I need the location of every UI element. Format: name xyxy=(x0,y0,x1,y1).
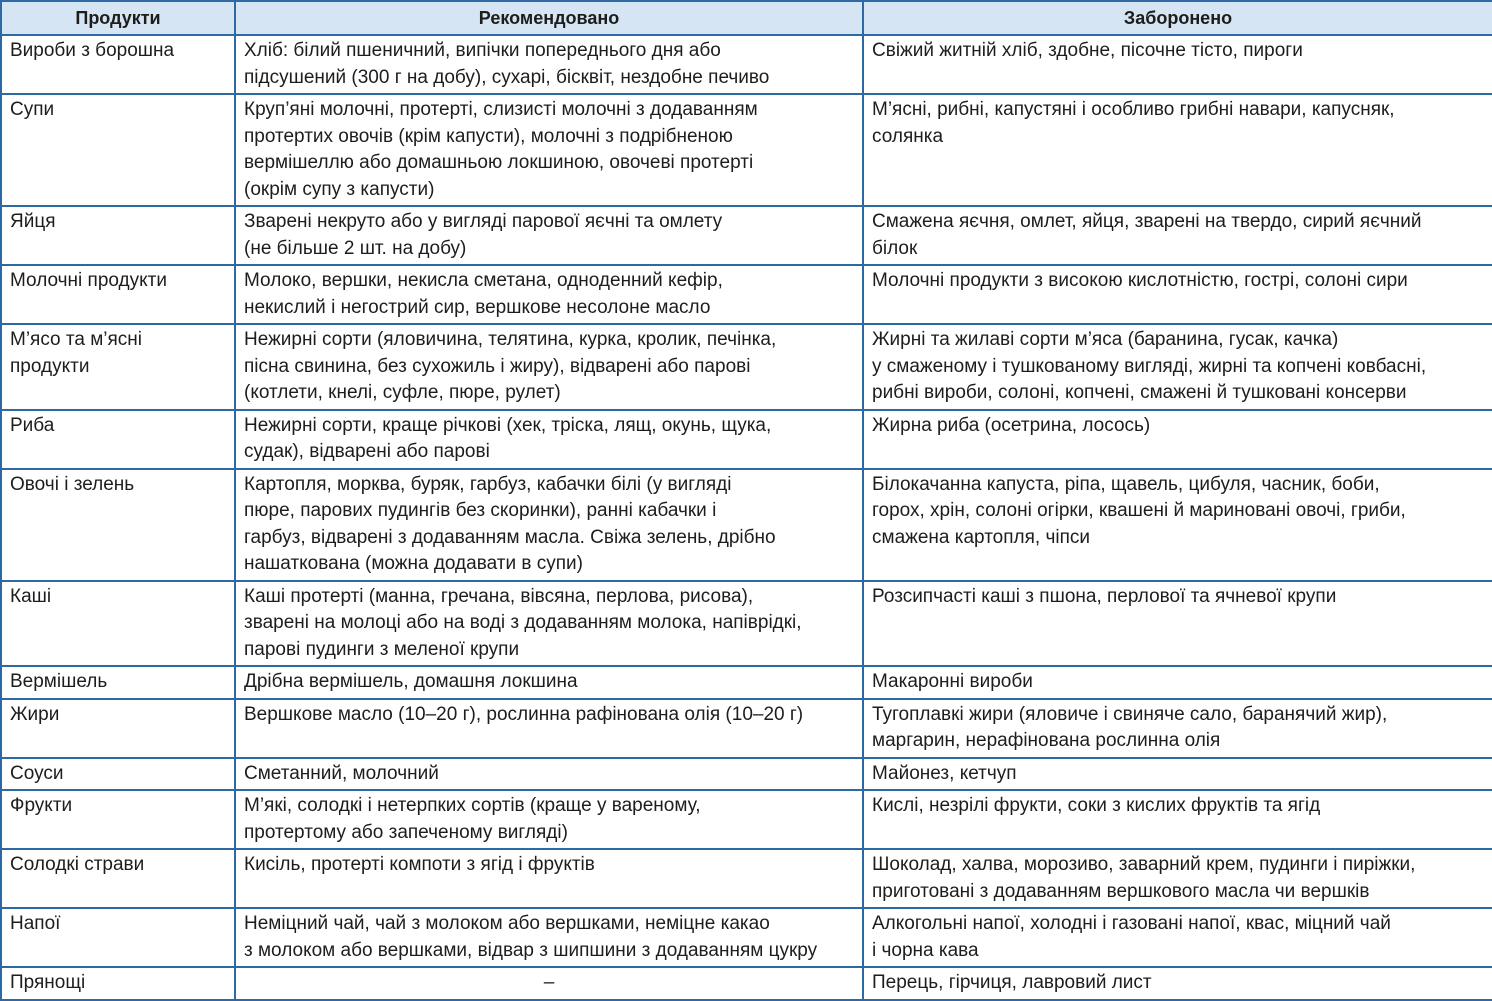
recommended-cell: Сметанний, молочний xyxy=(235,758,863,791)
forbidden-cell: Жирні та жилаві сорти м’яса (баранина, гусак, качка) у смаженому і тушкованому вигляді, жирні та копчені ковбасні, рибні вироби, солоні, копчені, смажені й тушковані консерви xyxy=(863,324,1492,410)
table-row xyxy=(1,206,1492,265)
header-recommended: Рекомендовано xyxy=(235,1,863,35)
recommended-cell: Неміцний чай, чай з молоком або вершками, неміцне какао з молоком або вершками, відвар з шипшини з додаванням цукру xyxy=(235,908,863,967)
forbidden-cell: Смажена яєчня, омлет, яйця, зварені на твердо, сирий яєчний білок xyxy=(863,206,1492,265)
recommended-cell: Каші протерті (манна, гречана, вівсяна, перлова, рисова), зварені на молоці або на воді з додаванням молока, напіврідкі, парові пудинги з меленої крупи xyxy=(235,581,863,667)
recommended-cell: М’які, солодкі і нетерпких сортів (краще у вареному, протертому або запеченому вигляді) xyxy=(235,790,863,849)
recommended-cell: Молоко, вершки, некисла сметана, одноденний кефір, некислий і негострий сир, вершкове несолоне масло xyxy=(235,265,863,324)
product-cell: Фрукти xyxy=(1,790,235,849)
recommended-cell: Нежирні сорти, краще річкові (хек, тріска, лящ, окунь, щука, судак), відварені або парові xyxy=(235,410,863,469)
recommended-cell: Круп’яні молочні, протерті, слизисті молочні з додаванням протертих овочів (крім капусти), молочні з подрібненою вермішеллю або домашньою локшиною, овочеві протерті (окрім супу з капусти) xyxy=(235,94,863,206)
table-row xyxy=(1,581,1492,667)
product-cell: Молочні продукти xyxy=(1,265,235,324)
product-cell: Соуси xyxy=(1,758,235,791)
table-row xyxy=(1,849,1492,908)
forbidden-cell: Алкогольні напої, холодні і газовані напої, квас, міцний чай і чорна кава xyxy=(863,908,1492,967)
recommended-cell: – xyxy=(235,967,863,1000)
table-row xyxy=(1,35,1492,94)
recommended-cell: Нежирні сорти (яловичина, телятина, курка, кролик, печінка, пісна свинина, без сухожиль і жиру), відварені або парові (котлети, кнелі, суфле, пюре, рулет) xyxy=(235,324,863,410)
recommended-cell: Картопля, морква, буряк, гарбуз, кабачки білі (у вигляді пюре, парових пудингів без скоринки), ранні кабачки і гарбуз, відварені з додаванням масла. Свіжа зелень, дрібно нашаткована (можна додавати в супи) xyxy=(235,469,863,581)
product-cell: Вермішель xyxy=(1,666,235,699)
forbidden-cell: Шоколад, халва, морозиво, заварний крем, пудинги і пиріжки, приготовані з додаванням вершкового масла чи вершків xyxy=(863,849,1492,908)
product-cell: Каші xyxy=(1,581,235,667)
table-row xyxy=(1,699,1492,758)
table-row xyxy=(1,908,1492,967)
recommended-cell: Хліб: білий пшеничний, випічки попереднього дня або підсушений (300 г на добу), сухарі, бісквіт, нездобне печиво xyxy=(235,35,863,94)
product-cell: Супи xyxy=(1,94,235,206)
table-row xyxy=(1,758,1492,791)
table-row xyxy=(1,410,1492,469)
forbidden-cell: М’ясні, рибні, капустяні і особливо грибні навари, капусняк, солянка xyxy=(863,94,1492,206)
forbidden-cell: Розсипчасті каші з пшона, перлової та ячневої крупи xyxy=(863,581,1492,667)
recommended-cell: Дрібна вермішель, домашня локшина xyxy=(235,666,863,699)
recommended-cell: Кисіль, протерті компоти з ягід і фруктів xyxy=(235,849,863,908)
table-row xyxy=(1,265,1492,324)
product-cell: Жири xyxy=(1,699,235,758)
product-cell: Риба xyxy=(1,410,235,469)
forbidden-cell: Білокачанна капуста, ріпа, щавель, цибуля, часник, боби, горох, хрін, солоні огірки, квашені й мариновані овочі, гриби, смажена картопля, чіпси xyxy=(863,469,1492,581)
product-cell: М’ясо та м’ясні продукти xyxy=(1,324,235,410)
table-row xyxy=(1,666,1492,699)
forbidden-cell: Макаронні вироби xyxy=(863,666,1492,699)
forbidden-cell: Майонез, кетчуп xyxy=(863,758,1492,791)
forbidden-cell: Свіжий житній хліб, здобне, пісочне тісто, пироги xyxy=(863,35,1492,94)
forbidden-cell: Молочні продукти з високою кислотністю, гострі, солоні сири xyxy=(863,265,1492,324)
forbidden-cell: Кислі, незрілі фрукти, соки з кислих фруктів та ягід xyxy=(863,790,1492,849)
recommended-cell: Зварені некруто або у вигляді парової яєчні та омлету (не більше 2 шт. на добу) xyxy=(235,206,863,265)
table-row xyxy=(1,790,1492,849)
forbidden-cell: Тугоплавкі жири (яловиче і свиняче сало, баранячий жир), маргарин, нерафінована рослинна олія xyxy=(863,699,1492,758)
product-cell: Овочі і зелень xyxy=(1,469,235,581)
table-row xyxy=(1,469,1492,581)
table-row xyxy=(1,324,1492,410)
header-forbidden: Заборонено xyxy=(863,1,1492,35)
forbidden-cell: Жирна риба (осетрина, лосось) xyxy=(863,410,1492,469)
product-cell: Напої xyxy=(1,908,235,967)
recommended-cell: Вершкове масло (10–20 г), рослинна рафінована олія (10–20 г) xyxy=(235,699,863,758)
table-row xyxy=(1,94,1492,206)
forbidden-cell: Перець, гірчиця, лавровий лист xyxy=(863,967,1492,1000)
table-row xyxy=(1,967,1492,1000)
header-row xyxy=(1,1,1492,35)
product-cell: Солодкі страви xyxy=(1,849,235,908)
product-cell: Яйця xyxy=(1,206,235,265)
product-cell: Вироби з борошна xyxy=(1,35,235,94)
product-cell: Прянощі xyxy=(1,967,235,1000)
header-products: Продукти xyxy=(1,1,235,35)
